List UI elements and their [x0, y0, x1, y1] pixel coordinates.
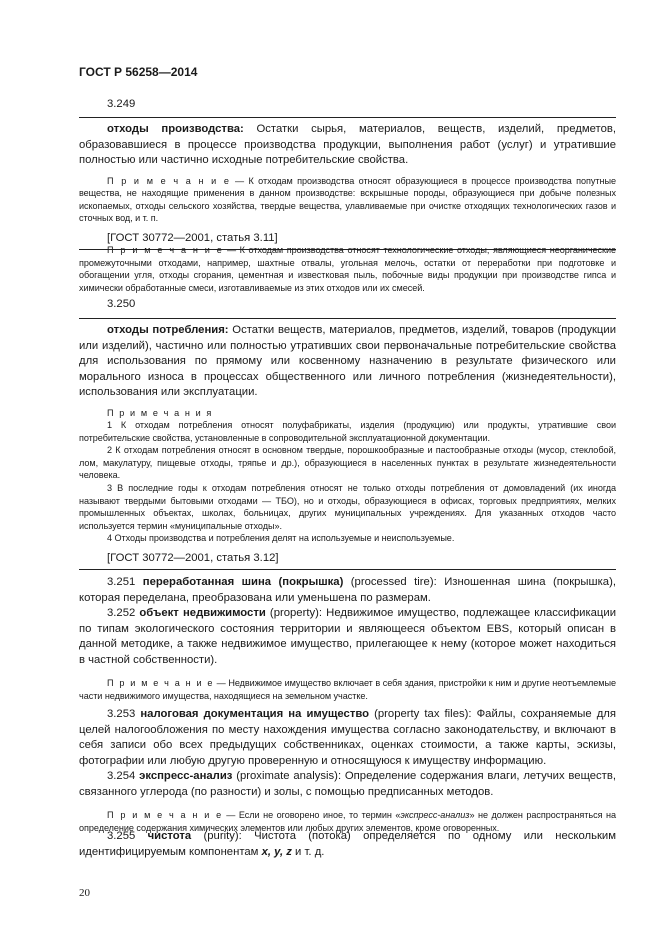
note-item: 4 Отходы производства и потребления делят на используемые и неиспользуемые.	[107, 533, 455, 544]
term-name: переработанная шина (покрышка)	[142, 576, 344, 588]
term-3-251	[79, 575, 616, 606]
term-source: [ГОСТ 30772—2001, статья 3.12]	[107, 552, 279, 565]
term-name: объект недвижимости	[139, 607, 266, 619]
term-name: чистота	[147, 830, 192, 842]
term-definition: 3.255 чистота (purity): Чистота (потока) определяется по одному или нескольким идентифицируемым компонентам x, y, z и т. д.	[79, 830, 616, 858]
term-note: П р и м е ч а н и е — Если не оговорено иное, то термин «экспресс-анализ» не должен распространяться на определение содержания химических элементов или любых других элементов, кроме оговоренных.	[79, 810, 616, 833]
term-number: 3.249	[107, 98, 136, 110]
note-item: 2 К отходам потребления относят в основном твердые, порошкообразные и пастообразные отходы (мусор, стеклобой, лом, макулатуру, пищевые отходы, тряпье и др.), образующиеся в населенных пунктах в результате жизнедеятельности человека.	[79, 445, 616, 481]
term-3-253	[79, 707, 616, 769]
document-header: ГОСТ Р 56258—2014	[79, 65, 198, 79]
term-note: П р и м е ч а н и е — К отходам производства относят технологические отходы, являющиеся неорганические промежуточными отходами, например, шахтные отвалы, угольная мелочь, остатки от переработки при подготовке и обогащении угля, отходы сгорания, цементная и известковая пыль, побочные виды продукции при производстве гипса и химически обработанные смеси, изготавливаемые из этих отходов или их смесей.	[79, 245, 616, 293]
term-name: отходы потребления:	[107, 324, 229, 336]
term-definition: отходы производства: Остатки сырья, материалов, веществ, изделий, предметов, образовавшиеся в процессе производства продукции, выполнения работ (услуг) и утратившие полностью или частично исходные потребительские свойства.	[79, 123, 616, 166]
term-source: [ГОСТ 30772—2001, статья 3.11]	[107, 231, 278, 244]
term-definition: 3.254 экспресс-анализ (proximate analysis): Определение содержания влаги, летучих веществ, связанного углерода (по разности) и золы, с помощью предписанных методов.	[79, 770, 616, 798]
term-3-255	[79, 829, 616, 860]
term-definition: 3.251 переработанная шина (покрышка) (processed tire): Изношенная шина (покрышка), которая переделана, преобразована или уменьшена по размерам.	[79, 576, 616, 604]
term-name: экспресс-анализ	[139, 770, 233, 782]
term-name: отходы производства:	[107, 123, 244, 135]
term-3-252	[79, 606, 616, 702]
note-item: 3 В последние годы к отходам потребления относят не только отходы потребления от домовладений (их иногда называют твердыми бытовыми отходами — ТБО), но и отходы, образующиеся в офисах, торговых предприятиях, мелких промышленных объектах, школах, больницах, других муниципальных учреждениях. Для указанных отходов часто используется термин «муниципальные отходы».	[79, 483, 616, 531]
term-definition: 3.252 объект недвижимости (property): Недвижимое имущество, подлежащее классификации по типам экологического состояния территории и являющееся объектом EBS, который описан в данной методике, а также недвижимое имущество, прилегающее к нему (которое может находиться в частной собственности).	[79, 607, 617, 666]
page-number: 20	[79, 887, 90, 899]
term-3-254	[79, 769, 616, 834]
term-name: налоговая документация на имущество	[140, 708, 370, 720]
note-item: 1 К отходам потребления относят полуфабрикаты, изделия (продукцию) или продукты, утратившие свои потребительские свойства, установленные в сопроводительной эксплуатационной документации.	[79, 420, 616, 443]
term-3-249-number-row	[79, 97, 616, 112]
notes-label: П р и м е ч а н и я	[107, 407, 213, 418]
term-definition: 3.253 налоговая документация на имущество (property tax files): Файлы, сохраняемые для целей налогообложения по месту нахождения имущества согласно законодательству, и включают в себя записи обо всех предыдущих собственниках, оценках стоимости, а также карты, эскизы, фотографии или любую другую проверенную и относящуюся к имуществу информацию.	[79, 708, 617, 767]
term-note: П р и м е ч а н и е — Недвижимое имущество включает в себя здания, пристройки к ним и другие неотъемлемые части недвижимого имущества, находящиеся на земельном участке.	[79, 678, 616, 701]
term-3-249-definition-box	[79, 117, 616, 250]
term-3-249-outer-note	[79, 244, 616, 294]
term-3-250-definition-box	[79, 318, 616, 570]
term-note: П р и м е ч а н и е — К отходам производства относят образующиеся в процессе производства попутные вещества, не находящие применения в данном производстве: вскрышные породы, образующиеся при добыче полезных ископаемых, отходы сельского хозяйства, твердые вещества, улавливаемые при очистке отходящих технологических газов и сточных вод, и т. п.	[79, 175, 617, 224]
term-3-250-number-row	[79, 297, 616, 312]
term-definition: отходы потребления: Остатки веществ, материалов, предметов, изделий, товаров (продукции или изделий), частично или полностью утративших свои первоначальные потребительские свойства для использования по прямому или косвенному назначению в результате физического или морального износа в процессах общественного или личного потребления (жизнедеятельности), использования или эксплуатации.	[79, 324, 617, 398]
term-number: 3.250	[107, 298, 136, 310]
